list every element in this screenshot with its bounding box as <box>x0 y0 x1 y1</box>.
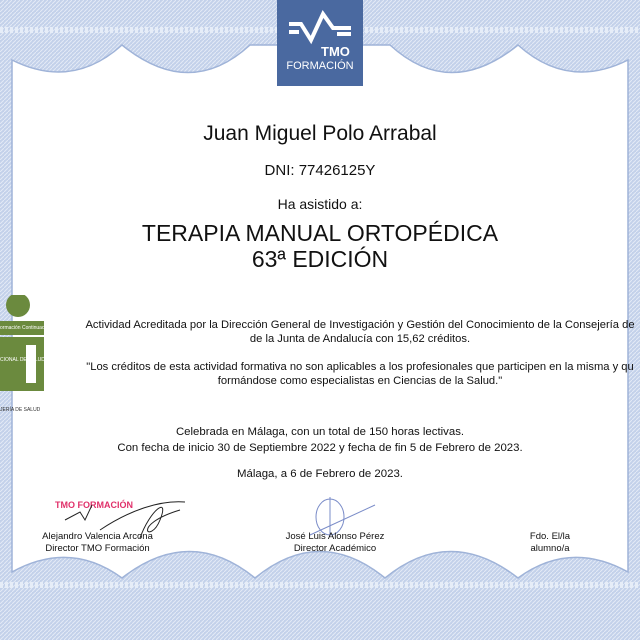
signatory-1-name: Alejandro Valencia Arcona <box>42 531 153 542</box>
place-date: Málaga, a 6 de Febrero de 2023. <box>237 468 403 480</box>
course-edition: 63ª EDICIÓN <box>251 246 389 272</box>
tmo-stamp: TMO FORMACIÓN <box>55 500 133 510</box>
accreditation-line-2: de la Junta de Andalucía con 15,62 créditos. <box>249 333 471 345</box>
wave-logo-icon <box>287 10 353 46</box>
note-line-1: "Los créditos de esta actividad formativa no son aplicables a los profesionales que participen en la misma y qu <box>86 361 634 373</box>
signatory-1-role: Director TMO Formación <box>45 543 150 554</box>
signatory-2-role: Director Académico <box>293 543 377 554</box>
held-line-2: Con fecha de inicio 30 de Septiembre 2022 y fecha de fin 5 de Febrero de 2023. <box>117 442 523 454</box>
student-role: alumno/a <box>530 543 570 554</box>
course-title: TERAPIA MANUAL ORTOPÉDICA <box>141 220 499 246</box>
accreditation-line-1: Actividad Acreditada por la Dirección General de Investigación y Gestión del Conocimiento de la Consejería de <box>85 319 635 331</box>
signatory-2-name: José Luis Alonso Pérez <box>285 531 385 542</box>
held-line-1: Celebrada en Málaga, con un total de 150 horas lectivas. <box>175 426 465 438</box>
recipient-dni: DNI: 77426125Y <box>264 162 376 179</box>
logo-formacion: FORMACIÓN <box>286 60 354 72</box>
formacion-continuada-logo: ormación Continuada CIONAL DE SALUD JERÍA DE SALUD <box>0 295 44 415</box>
recipient-name: Juan Miguel Polo Arrabal <box>203 122 437 145</box>
attended-label: Ha asistido a: <box>277 196 363 212</box>
note-line-2: formándose como especialistas en Ciencias de la Salud." <box>217 375 503 387</box>
logo-tmo: TMO <box>321 44 350 59</box>
student-signature-label: Fdo. El/la <box>529 531 571 542</box>
tmo-formacion-logo <box>277 0 363 86</box>
